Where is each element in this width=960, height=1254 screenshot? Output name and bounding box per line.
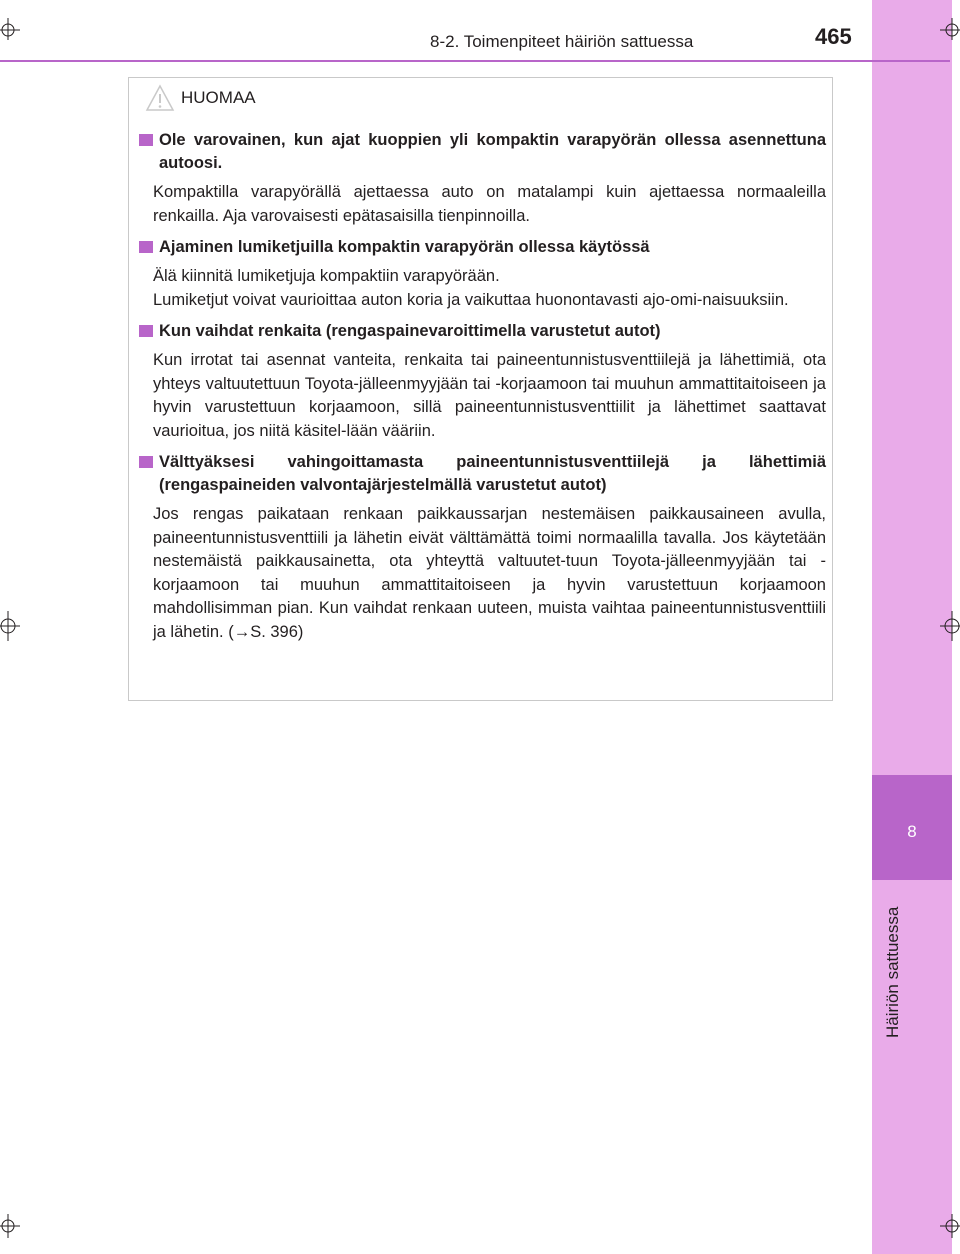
registration-mark-icon xyxy=(920,0,960,40)
header-divider xyxy=(0,60,950,62)
chapter-number: 8 xyxy=(907,822,917,841)
square-bullet-icon xyxy=(139,456,153,468)
page-number: 465 xyxy=(815,24,852,49)
caution-title: HUOMAA xyxy=(181,88,256,107)
caution-content xyxy=(129,129,826,652)
caution-item xyxy=(129,236,826,312)
caution-header xyxy=(145,84,256,112)
caution-item-heading: Ole varovainen, kun ajat kuoppien yli kompaktin varapyörän ollessa asennettuna autoosi. xyxy=(159,131,826,172)
square-bullet-icon xyxy=(139,134,153,146)
section-title: 8-2. Toimenpiteet häiriön sattuessa xyxy=(430,32,694,51)
caution-item-heading: Kun vaihdat renkaita (rengaspainevaroittimella varustetut autot) xyxy=(159,322,661,340)
caution-item-heading: Välttyäksesi vahingoittamasta paineentunnistusventtiilejä ja lähettimiä (rengaspaineiden valvontajärjestelmällä varustetut autot) xyxy=(159,453,826,494)
chapter-label: Häiriön sattuessa xyxy=(883,906,902,1038)
warning-triangle-icon xyxy=(145,84,175,112)
registration-mark-icon xyxy=(0,1214,40,1254)
caution-item-text: Jos rengas paikataan renkaan paikkaussarjan nestemäisen paikkausaineen avulla, paineentunnistusventtiili ja lähetin eivät välttämättä toimi normaalilla tavalla. Jos käytetään nestemäistä paikkausainetta, ota yhteyttä valtuutet-tuun Toyota-jälleenmyyjään tai -korjaamoon tai muuhun ammattitaitoiseen ja hyvin varustettuun korjaamoon mahdollisimman pian. Kun vaihdat renkaan uuteen, muista vaihtaa paineentunnistusventtiili ja lähetin. (→S. 396) xyxy=(153,505,826,641)
caution-item-text: Lumiketjut voivat vaurioittaa auton koria ja vaikuttaa huonontavasti ajo-omi-naisuuksiin. xyxy=(153,290,789,309)
caution-item xyxy=(129,451,826,644)
registration-mark-icon xyxy=(0,0,40,40)
square-bullet-icon xyxy=(139,325,153,337)
caution-item xyxy=(129,129,826,228)
caution-item xyxy=(129,320,826,443)
caution-item-heading: Ajaminen lumiketjuilla kompaktin varapyörän ollessa käytössä xyxy=(159,238,650,256)
registration-mark-icon xyxy=(0,606,40,646)
registration-mark-icon xyxy=(920,1214,960,1254)
caution-item-text: Älä kiinnitä lumiketjuja kompaktiin varapyörään. xyxy=(153,267,500,285)
caution-box xyxy=(128,77,833,701)
registration-mark-icon xyxy=(920,606,960,646)
caution-item-text: Kun irrotat tai asennat vanteita, renkaita tai paineentunnistusventtiilejä ja lähettimiä, ota yhteys valtuutettuun Toyota-jälleenmyyjään tai -korjaamoon tai muuhun ammattitaitoiseen ja hyvin varustettuun korjaamoon, sillä paineentunnistusventtiilit ja lähettimet saattavat vaurioitua, jos niitä käsitel-lään vääriin. xyxy=(153,351,826,440)
caution-item-text: Kompaktilla varapyörällä ajettaessa auto on matalampi kuin ajettaessa normaaleilla renkailla. Aja varovaisesti epätasaisilla tienpinnoilla. xyxy=(153,183,826,225)
square-bullet-icon xyxy=(139,241,153,253)
